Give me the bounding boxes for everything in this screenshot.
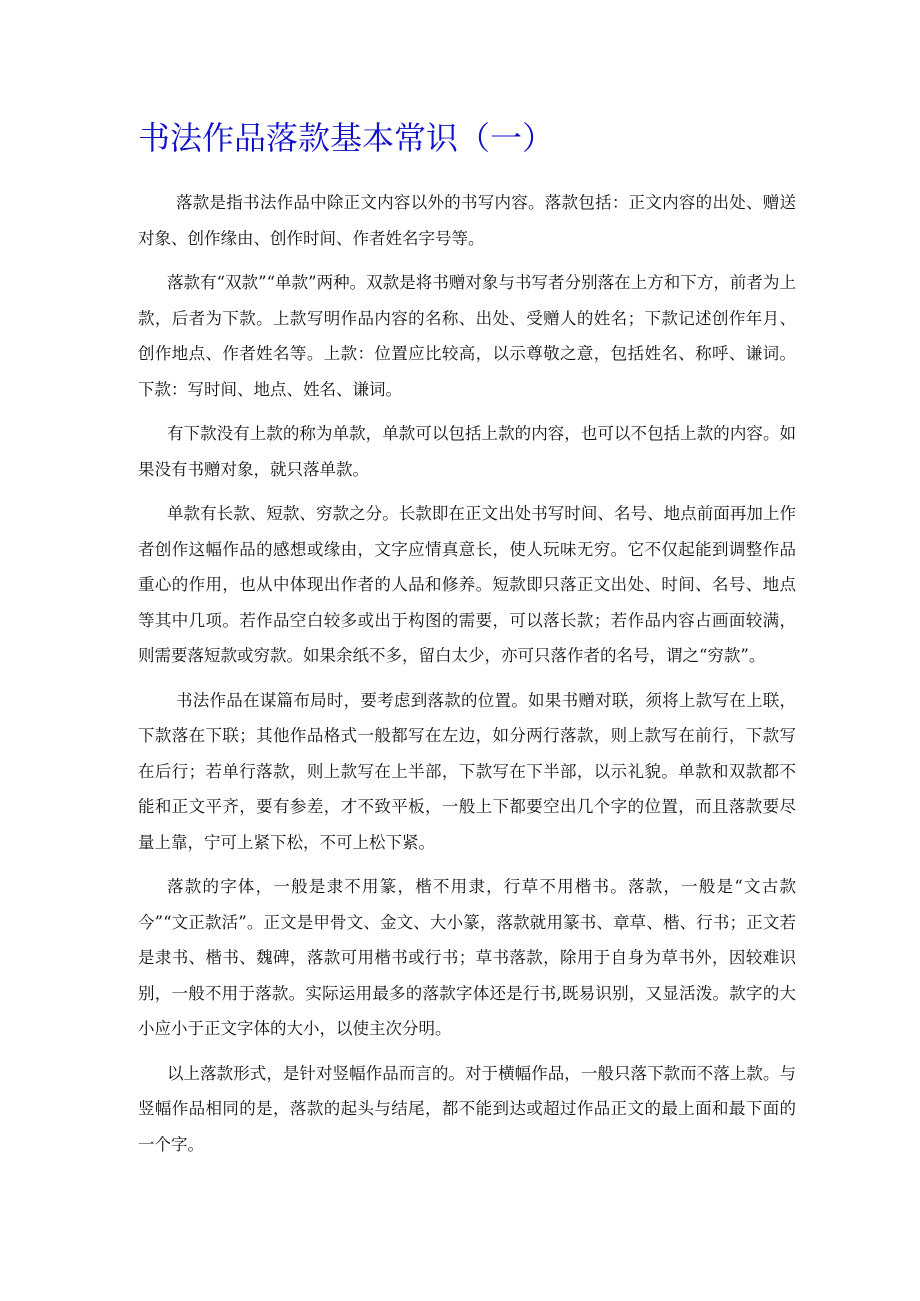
page-title: 书法作品落款基本常识（一） <box>138 119 555 157</box>
article-body <box>138 185 796 1171</box>
paragraph-horizontal: 以上落款形式，是针对竖幅作品而言的。对于横幅作品，一般只落下款而不落上款。与竖幅作品相同的是，落款的起头与结尾，都不能到达或超过作品正文的最上面和最下面的一个字。 <box>138 1063 796 1154</box>
paragraph-font-style: 落款的字体，一般是隶不用篆，楷不用隶，行草不用楷书。落款，一般是“文古款今”“文正款活”。正文是甲骨文、金文、大小篆，落款就用篆书、章草、楷、行书；正文若是隶书、楷书、魏碑，落款可用楷书或行书；草书落款，除用于自身为草书外，因较难识别，一般不用于落款。实际运用最多的落款字体还是行书,既易识别，又显活泼。款字的大小应小于正文字体的大小，以使主次分明。 <box>138 877 796 1038</box>
paragraph-double-single: 落款有“双款”“单款”两种。双款是将书赠对象与书写者分别落在上方和下方，前者为上款，后者为下款。上款写明作品内容的名称、出处、受赠人的姓名；下款记述创作年月、创作地点、作者姓名等。上款：位置应比较高，以示尊敬之意，包括姓名、称呼、谦词。下款：写时间、地点、姓名、谦词。 <box>138 273 796 399</box>
paragraph-definition: 落款是指书法作品中除正文内容以外的书写内容。落款包括：正文内容的出处、赠送对象、创作缘由、创作时间、作者姓名字号等。 <box>138 193 796 248</box>
paragraph-layout: 书法作品在谋篇布局时，要考虑到落款的位置。如果书赠对联，须将上款写在上联，下款落在下联；其他作品格式一般都写在左边，如分两行落款，则上款写在前行，下款写在后行；若单行落款，则上款写在上半部，下款写在下半部，以示礼貌。单款和双款都不能和正文平齐，要有参差，才不致平板，一般上下都要空出几个字的位置，而且落款要尽量上靠，宁可上紧下松，不可上松下紧。 <box>138 690 796 852</box>
paragraph-single-款: 有下款没有上款的称为单款，单款可以包括上款的内容，也可以不包括上款的内容。如果没有书赠对象，就只落单款。 <box>138 424 796 479</box>
paragraph-long-short: 单款有长款、短款、穷款之分。长款即在正文出处书写时间、名号、地点前面再加上作者创作这幅作品的感想或缘由，文字应情真意长，使人玩味无穷。它不仅起能到调整作品重心的作用，也从中体现出作者的人品和修养。短款即只落正文出处、时间、名号、地点等其中几项。若作品空白较多或出于构图的需要，可以落长款；若作品内容占画面较满，则需要落短款或穷款。如果余纸不多，留白太少，亦可只落作者的名号，谓之“穷款”。 <box>138 504 796 665</box>
